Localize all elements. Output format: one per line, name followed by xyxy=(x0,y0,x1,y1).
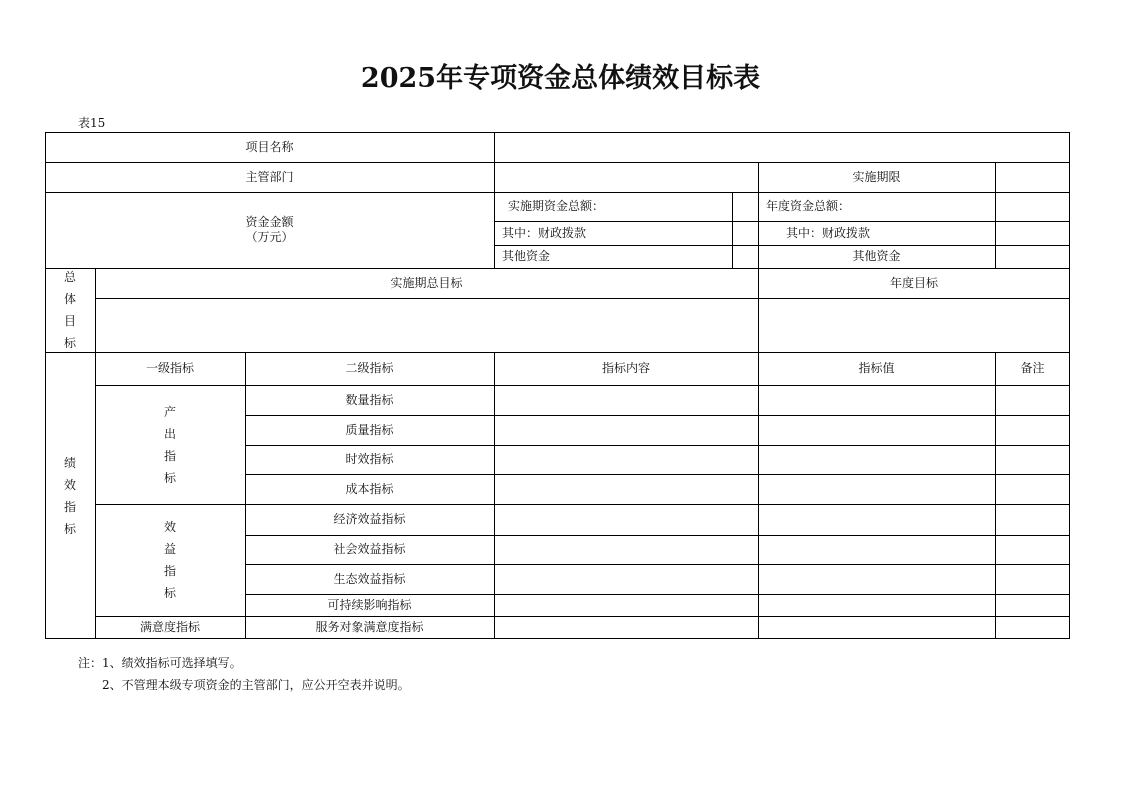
satisfaction-indicator-label: 满意度指标 xyxy=(139,620,200,634)
table-rule-h xyxy=(494,245,1070,246)
annual-goal-value[interactable] xyxy=(758,298,1070,352)
table-rule-h xyxy=(245,445,1070,446)
table-rule-h xyxy=(245,535,1070,536)
table-rule-v xyxy=(758,162,759,639)
project-name-label: 项目名称 xyxy=(245,139,294,154)
benefit-indicator-text: 效益指标 xyxy=(163,520,176,600)
table-rule-h xyxy=(245,415,1070,416)
page-title: 2025年专项资金总体绩效目标表 xyxy=(360,63,761,94)
output-indicator-text: 产出指标 xyxy=(163,404,176,485)
fiscal-annual-label: 其中：财政拨款 xyxy=(786,225,871,240)
period-total-label: 实施期资金总额： xyxy=(508,199,605,213)
performance-label xyxy=(45,352,95,639)
table-rule-h xyxy=(45,162,1070,163)
output-item-timeliness: 时效指标 xyxy=(345,452,394,466)
value-header: 指标值 xyxy=(858,361,895,375)
table-rule-v xyxy=(45,132,46,639)
period-goal-value[interactable] xyxy=(95,298,758,352)
table-rule-h xyxy=(45,352,1070,353)
period-value[interactable] xyxy=(995,162,1070,192)
table-rule-h xyxy=(245,474,1070,475)
other-period-value[interactable] xyxy=(732,245,758,268)
annual-goal-header: 年度目标 xyxy=(889,275,938,290)
notes xyxy=(78,652,410,696)
output-indicator-label xyxy=(95,385,245,504)
performance-text: 绩效指标 xyxy=(63,455,76,536)
other-period-label: 其他资金 xyxy=(502,249,551,263)
table-rule-h xyxy=(95,504,1070,505)
table-rule-h xyxy=(45,638,1070,639)
benefit-item-economic: 经济效益指标 xyxy=(333,512,406,526)
annual-total-label: 年度资金总额： xyxy=(766,199,851,213)
level2-header: 二级指标 xyxy=(345,361,394,375)
table-rule-h xyxy=(95,385,1070,386)
table-rule-v xyxy=(245,352,246,639)
table-number: 表15 xyxy=(78,116,106,130)
fiscal-period-value[interactable] xyxy=(732,221,758,245)
satisfaction-item: 服务对象满意度指标 xyxy=(315,620,424,634)
other-annual-value[interactable] xyxy=(995,245,1070,268)
output-item-quantity: 数量指标 xyxy=(345,392,394,407)
fund-amount-label xyxy=(45,192,494,268)
table-rule-h xyxy=(45,268,1070,269)
annual-total-value[interactable] xyxy=(995,192,1070,221)
note-1: 注：1、绩效指标可选择填写。 xyxy=(78,656,242,670)
table-rule-h xyxy=(95,298,1070,299)
table-rule-h xyxy=(45,132,1070,133)
performance-goal-table xyxy=(45,132,1070,639)
table-rule-v xyxy=(95,268,96,639)
table-rule-v xyxy=(494,132,495,268)
remark-header: 备注 xyxy=(1020,361,1045,375)
table-rule-h xyxy=(95,616,1070,617)
note-2: 2、不管理本级专项资金的主管部门，应公开空表并说明。 xyxy=(102,678,410,692)
level1-header: 一级指标 xyxy=(145,361,194,375)
table-rule-h xyxy=(245,564,1070,565)
table-rule-h xyxy=(245,594,1070,595)
fiscal-period-label: 其中：财政拨款 xyxy=(502,225,587,240)
benefit-item-sustainable: 可持续影响指标 xyxy=(327,597,412,612)
period-total-value[interactable] xyxy=(732,192,758,221)
table-rule-h xyxy=(45,192,1070,193)
department-label: 主管部门 xyxy=(245,169,294,184)
output-item-cost: 成本指标 xyxy=(345,481,394,496)
period-goal-header: 实施期总目标 xyxy=(390,275,463,290)
fund-unit-text: （万元） xyxy=(245,230,294,244)
table-rule-v xyxy=(995,162,996,268)
project-name-value[interactable] xyxy=(494,132,1070,162)
period-label: 实施期限 xyxy=(852,169,901,184)
table-rule-v xyxy=(494,352,495,639)
content-header: 指标内容 xyxy=(601,361,650,375)
fiscal-annual-value[interactable] xyxy=(995,221,1070,245)
overall-goal-label xyxy=(45,268,95,352)
other-annual-label: 其他资金 xyxy=(852,249,901,263)
benefit-item-ecological: 生态效益指标 xyxy=(333,571,406,586)
overall-goal-text: 总体目标 xyxy=(63,270,76,350)
fund-amount-text: 资金金额 xyxy=(245,215,294,229)
benefit-indicator-label xyxy=(95,504,245,616)
table-rule-v xyxy=(732,192,733,268)
table-rule-v xyxy=(995,352,996,639)
output-item-quality: 质量指标 xyxy=(345,422,394,437)
table-rule-h xyxy=(494,221,1070,222)
benefit-item-social: 社会效益指标 xyxy=(333,542,406,556)
department-value[interactable] xyxy=(494,162,758,192)
table-rule-v xyxy=(1069,132,1070,639)
